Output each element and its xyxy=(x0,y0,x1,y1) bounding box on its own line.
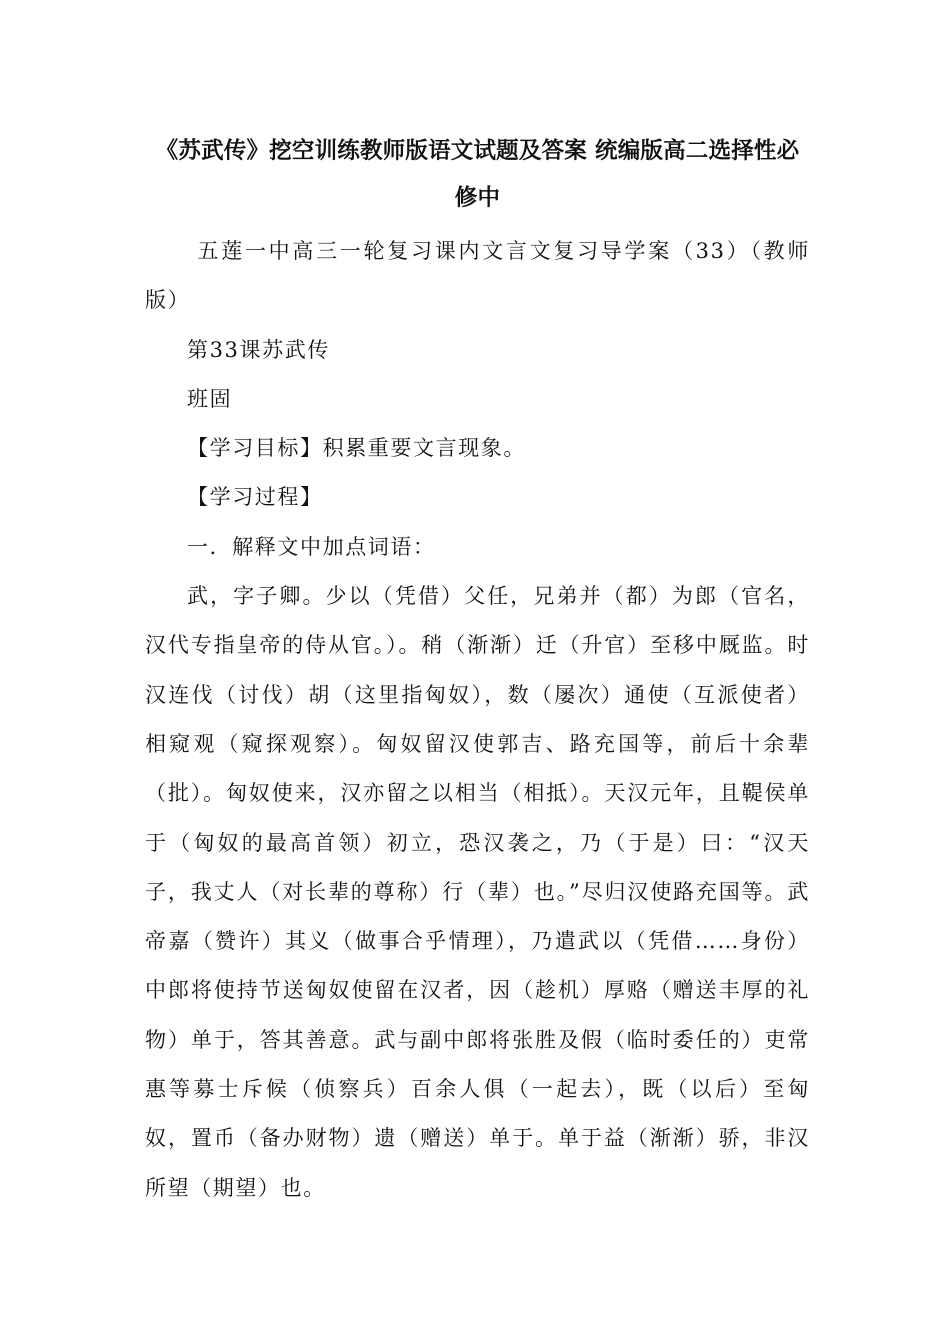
document-subtitle: 五莲一中高三一轮复习课内文言文复习导学案（33）（教师版） xyxy=(145,239,810,313)
process-heading: 【学习过程】 xyxy=(187,485,323,510)
author-name: 班固 xyxy=(187,386,233,411)
learning-goal: 【学习目标】积累重要文言现象。 xyxy=(187,436,526,461)
document-title: 《苏武传》挖空训练教师版语文试题及答案 统编版高二选择性必修中 xyxy=(155,138,800,211)
document-body xyxy=(145,227,810,1213)
lesson-title: 第33课苏武传 xyxy=(187,337,330,362)
section-heading: 一．解释文中加点词语： xyxy=(187,534,436,559)
passage-paragraph: 武，字子卿。少以（凭借）父任，兄弟并（都）为郎（官名，汉代专指皇帝的侍从官。）。稍（渐渐）迁（升官）至移中厩监。时汉连伐（讨伐）胡（这里指匈奴），数（屡次）通使（互派使者）相窥观（窥探观察）。匈奴留汉使郭吉、路充国等，前后十余辈（批）。匈奴使来，汉亦留之以相当（相抵）。天汉元年，且鞮侯单于（匈奴的最高首领）初立，恐汉袭之，乃（于是）曰：“汉天子，我丈人（对长辈的尊称）行（辈）也。”尽归汉使路充国等。武帝嘉（赞许）其义（做事合乎情理），乃遣武以（凭借……身份）中郎将使持节送匈奴使留在汉者，因（趁机）厚赂（赠送丰厚的礼物）单于，答其善意。武与副中郎将张胜及假（临时委任的）吏常惠等募士斥候（侦察兵）百余人俱（一起去），既（以后）至匈奴，置币（备办财物）遗（赠送）单于。单于益（渐渐）骄，非汉所望（期望）也。 xyxy=(145,584,810,1200)
